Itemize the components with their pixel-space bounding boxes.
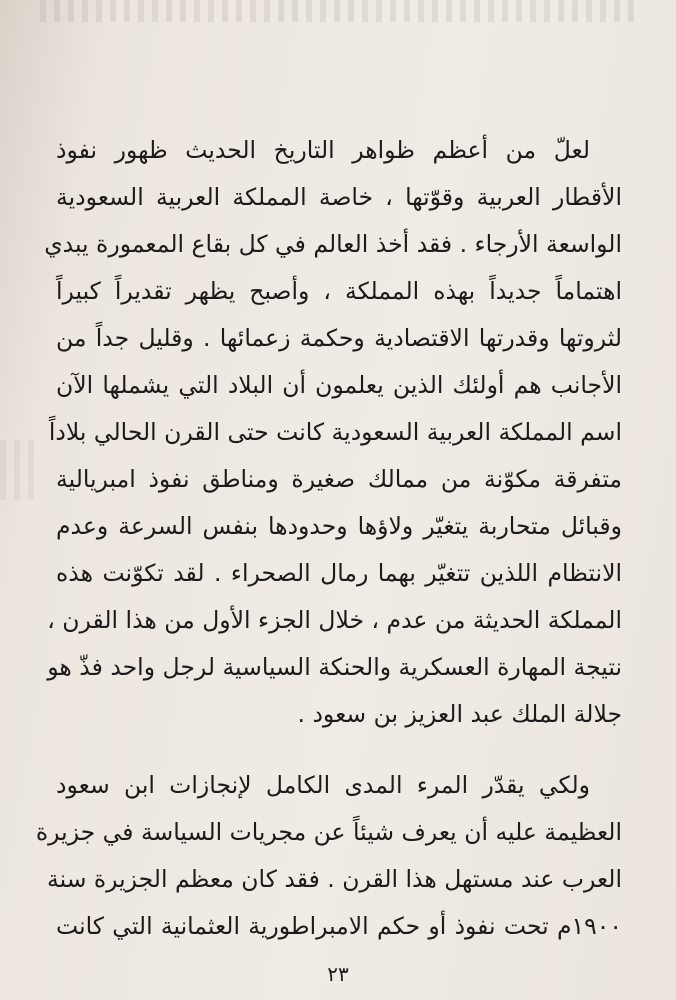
- text-line: نتيجة المهارة العسكرية والحنكة السياسية لرجل واحد فذّ هو: [47, 653, 622, 681]
- text-line: اسم المملكة العربية السعودية كانت حتى القرن الحالي بلاداً: [48, 418, 622, 446]
- text-line: الواسعة الأرجاء . فقد أخذ العالم في كل بقاع المعمورة يبدي: [44, 230, 622, 258]
- text-line: الانتظام اللذين تتغيّر بهما رمال الصحراء . لقد تكوّنت هذه: [56, 559, 622, 587]
- show-through-text: [40, 0, 636, 22]
- text-line: لعلّ من أعظم ظواهر التاريخ الحديث ظهور نفوذ: [56, 136, 590, 164]
- text-line: ١٩٠٠م تحت نفوذ أو حكم الامبراطورية العثمانية التي كانت: [56, 912, 622, 940]
- text-line: متفرقة مكوّنة من ممالك صغيرة ومناطق نفوذ امبريالية: [56, 465, 622, 493]
- text-line: لثروتها وقدرتها الاقتصادية وحكمة زعمائها . وقليل جداً من: [56, 324, 622, 352]
- text-line: المملكة الحديثة من عدم ، خلال الجزء الأول من هذا القرن ،: [47, 606, 622, 634]
- paragraph-1: [44, 127, 622, 738]
- text-line: ولكي يقدّر المرء المدى الكامل لإنجازات ابن سعود: [56, 771, 590, 799]
- text-line: العظيمة عليه أن يعرف شيئاً عن مجريات السياسة في جزيرة: [35, 818, 622, 846]
- show-through-text-margin: [0, 440, 34, 500]
- text-line: وقبائل متحاربة يتغيّر ولاؤها وحدودها بنفس السرعة وعدم: [56, 512, 622, 540]
- text-line: اهتماماً جديداً بهذه المملكة ، وأصبح يظهر تقديراً كبيراً: [56, 277, 622, 305]
- page-number: ٢٣: [327, 962, 349, 986]
- text-line: الأقطار العربية وقوّتها ، خاصة المملكة العربية السعودية: [56, 183, 622, 211]
- text-line: الأجانب هم أولئك الذين يعلمون أن البلاد التي يشملها الآن: [56, 371, 622, 399]
- text-line: جلالة الملك عبد العزيز بن سعود .: [297, 700, 622, 728]
- text-line: العرب عند مستهل هذا القرن . فقد كان معظم الجزيرة سنة: [47, 865, 622, 893]
- paragraph-2: [35, 762, 622, 950]
